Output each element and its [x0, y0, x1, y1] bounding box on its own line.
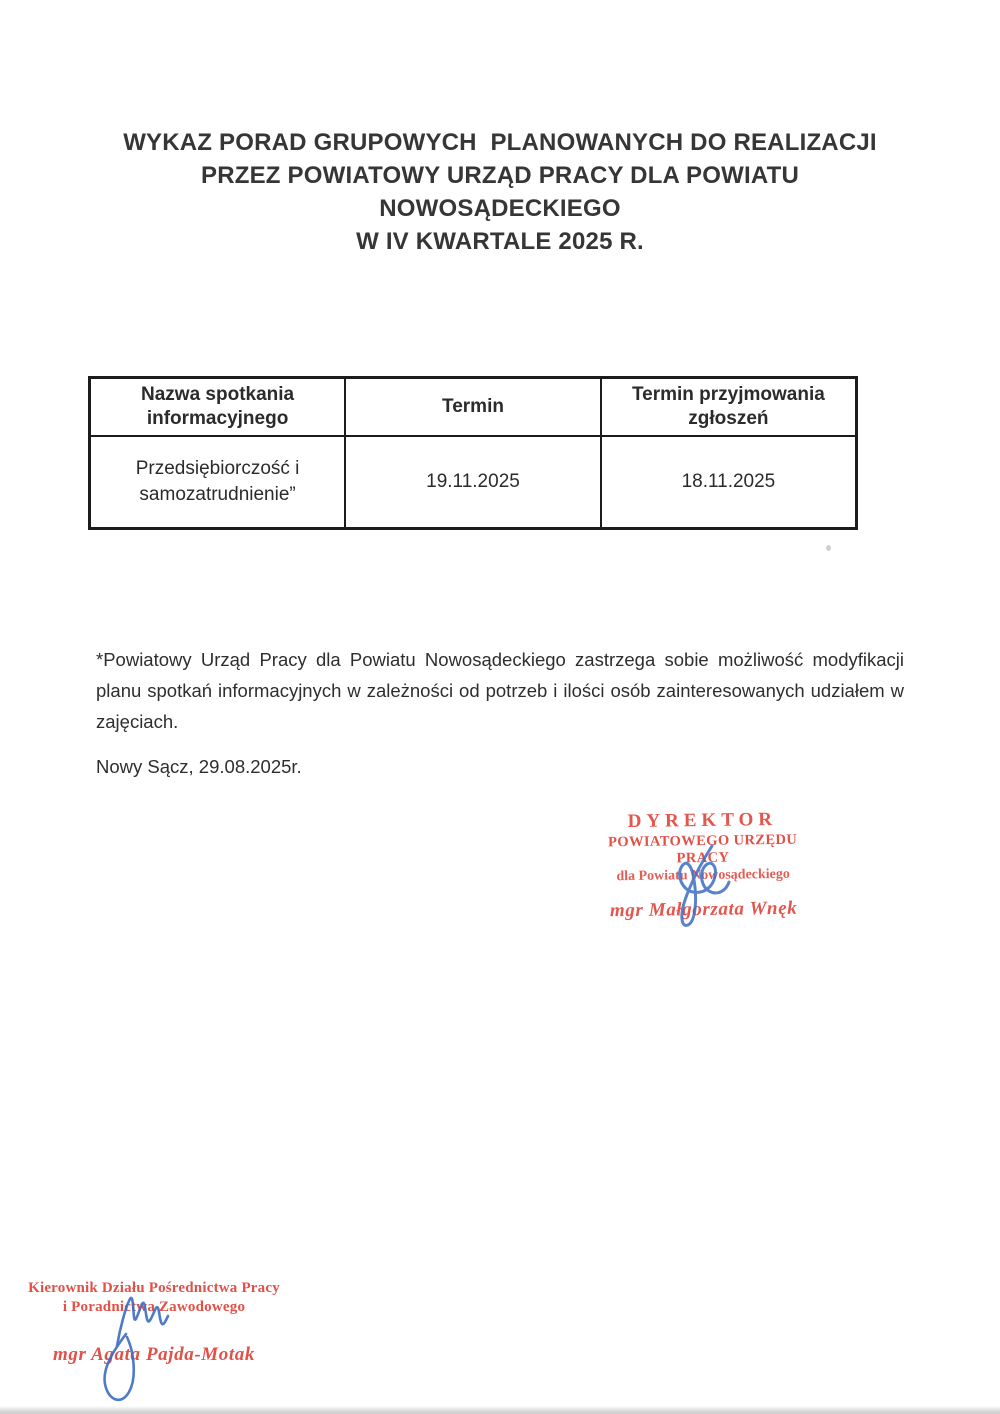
director-stamp-title: DYREKTOR [627, 808, 778, 833]
document-title-line: PRZEZ POWIATOWY URZĄD PRACY DLA POWIATU [200, 162, 799, 189]
manager-stamp-title-line1: Kierownik Działu Pośrednictwa Pracy [28, 1280, 280, 1296]
table-header-registration-deadline: Termin przyjmowania zgłoszeń [601, 378, 857, 437]
director-stamp-office: POWIATOWEGO URZĘDU PRACY [607, 831, 798, 867]
schedule-table [88, 376, 858, 530]
table-header-date: Termin [345, 378, 601, 437]
table-header-row [90, 378, 857, 437]
table-row [90, 436, 857, 528]
scan-artifact-speck [826, 545, 831, 551]
director-stamp [584, 808, 822, 922]
manager-stamp-name: mgr Agata Pajda-Motak [53, 1344, 255, 1365]
manager-stamp [28, 1279, 280, 1366]
director-stamp-name: mgr Małgorzata Wnęk [609, 897, 798, 922]
footnote-text: *Powiatowy Urząd Pracy dla Powiatu Nowosądeckiego zastrzega sobie możliwość modyfikacji planu spotkań informacyjnych w zależności od potrzeb i ilości osób zainteresowanych udziałem w zajęciach. [96, 649, 904, 732]
table-cell-date: 19.11.2025 [345, 436, 601, 528]
table-cell-registration-deadline: 18.11.2025 [601, 436, 857, 528]
scan-artifact-bottom-edge [0, 1406, 1000, 1414]
document-title-line: W IV KWARTALE 2025 R. [356, 228, 644, 255]
director-stamp-district: dla Powiatu Nowosądeckiego [616, 866, 790, 885]
dateline: Nowy Sącz, 29.08.2025r. [96, 756, 302, 777]
document-title [0, 126, 1000, 258]
document-title-line: WYKAZ PORAD GRUPOWYCH PLANOWANYCH DO REALIZACJI [123, 129, 877, 156]
table-header-meeting-name: Nazwa spotkania informacyjnego [90, 378, 346, 437]
manager-stamp-title-line2: i Poradnictwa Zawodowego [62, 1299, 246, 1315]
document-title-line: NOWOSĄDECKIEGO [379, 195, 621, 222]
table-cell-meeting-name: Przedsiębiorczość i samozatrudnienie” [90, 436, 346, 528]
